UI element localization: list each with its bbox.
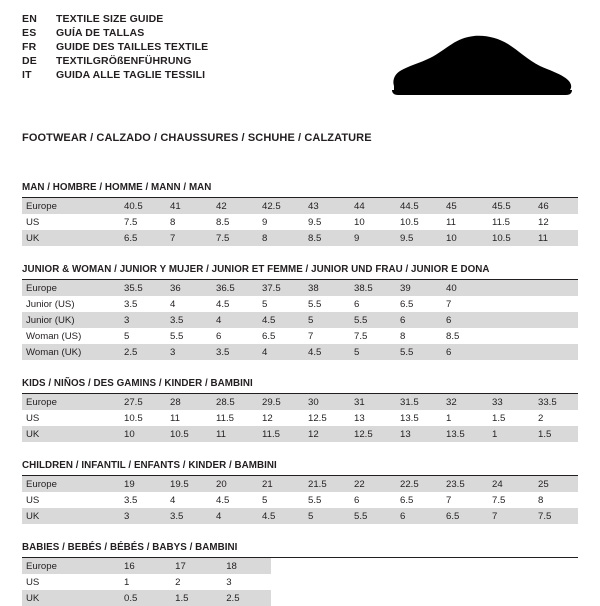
cell: 0.5 <box>118 590 169 606</box>
cell: 4 <box>170 494 176 506</box>
cell: 6 <box>394 508 440 524</box>
cell: 7 <box>446 494 452 506</box>
cell <box>374 590 425 606</box>
cell: 5 <box>262 494 268 506</box>
cell: 9 <box>348 230 394 246</box>
cell: 5.5 <box>394 344 440 360</box>
cell: 3.5 <box>124 494 138 506</box>
cell: 4 <box>210 508 256 524</box>
cell: 8 <box>256 230 302 246</box>
category-title: CHILDREN / INFANTIL / ENFANTS / KINDER / BAMBINI <box>22 460 578 476</box>
cell: 42.5 <box>256 198 302 214</box>
cell: 20 <box>210 476 256 492</box>
size-table-babies <box>22 558 578 606</box>
cell: 43 <box>302 198 348 214</box>
cell: 10 <box>354 216 365 228</box>
cell: 6.5 <box>262 330 276 342</box>
cell: 4 <box>256 344 302 360</box>
language-code: IT <box>22 69 32 81</box>
cell: 3 <box>118 508 164 524</box>
cell: 11.5 <box>492 216 510 228</box>
table-row <box>22 492 578 508</box>
table-row <box>22 198 578 214</box>
row-label: Europe <box>22 280 118 296</box>
cell <box>476 574 527 590</box>
cell: 7.5 <box>210 230 256 246</box>
cell: 10.5 <box>400 216 419 228</box>
cell: 7 <box>486 508 532 524</box>
cell: 29.5 <box>256 394 302 410</box>
language-row <box>22 28 208 42</box>
cell: 6 <box>440 344 486 360</box>
cell: 35.5 <box>118 280 164 296</box>
dress-shoe-icon <box>386 30 576 100</box>
cell: 25 <box>532 476 578 492</box>
cell: 3 <box>118 312 164 328</box>
cell: 9.5 <box>394 230 440 246</box>
cell: 21 <box>256 476 302 492</box>
cell: 33 <box>486 394 532 410</box>
cell: 6 <box>216 330 222 342</box>
cell <box>476 590 527 606</box>
cell <box>271 558 322 574</box>
cell: 11 <box>210 426 256 442</box>
language-title: GUIDE DES TAILLES TEXTILE <box>56 41 209 53</box>
row-label: Woman (US) <box>26 330 82 342</box>
table-row <box>22 558 578 574</box>
cell <box>532 280 578 296</box>
table-row <box>22 590 578 606</box>
cell: 1 <box>446 412 452 424</box>
cell: 21.5 <box>302 476 348 492</box>
table-row <box>22 426 578 442</box>
category-title: MAN / HOMBRE / HOMME / MANN / MAN <box>22 182 578 198</box>
cell <box>322 590 373 606</box>
cell: 13.5 <box>400 412 419 424</box>
cell: 9.5 <box>308 216 322 228</box>
cell: 3.5 <box>124 298 138 310</box>
cell: 36 <box>164 280 210 296</box>
cell: 1 <box>124 576 130 588</box>
row-label: US <box>26 576 40 588</box>
cell <box>532 344 578 360</box>
cell <box>374 558 425 574</box>
cell: 30 <box>302 394 348 410</box>
cell: 7 <box>308 330 314 342</box>
cell <box>527 574 578 590</box>
cell: 5.5 <box>348 508 394 524</box>
cell: 18 <box>220 558 271 574</box>
language-code: EN <box>22 13 37 25</box>
language-title: TEXTILE SIZE GUIDE <box>56 13 164 25</box>
cell <box>532 312 578 328</box>
cell: 32 <box>440 394 486 410</box>
cell: 13 <box>354 412 365 424</box>
cell: 5 <box>302 508 348 524</box>
table-row <box>22 476 578 492</box>
cell: 5 <box>302 312 348 328</box>
table-row <box>22 280 578 296</box>
size-table-kids <box>22 394 578 442</box>
size-table-man <box>22 198 578 246</box>
category-title: JUNIOR & WOMAN / JUNIOR Y MUJER / JUNIOR ET FEMME / JUNIOR UND FRAU / JUNIOR E DONA <box>22 264 578 280</box>
row-label: Europe <box>22 394 118 410</box>
cell: 6 <box>394 312 440 328</box>
cell: 12 <box>262 412 273 424</box>
cell: 4.5 <box>216 298 230 310</box>
cell: 37.5 <box>256 280 302 296</box>
language-title: TEXTILGRÖßENFÜHRUNG <box>56 55 192 67</box>
cell: 3.5 <box>210 344 256 360</box>
cell: 7.5 <box>354 330 368 342</box>
cell: 2 <box>175 576 181 588</box>
cell: 44.5 <box>394 198 440 214</box>
size-table-children <box>22 476 578 524</box>
cell <box>527 558 578 574</box>
cell: 11 <box>170 412 180 424</box>
language-row <box>22 56 208 70</box>
row-label: UK <box>22 590 118 606</box>
cell <box>532 328 578 344</box>
cell <box>486 312 532 328</box>
cell: 7 <box>446 298 452 310</box>
size-table-junior-woman <box>22 280 578 360</box>
cell: 6.5 <box>440 508 486 524</box>
cell <box>486 296 532 312</box>
cell: 4.5 <box>256 312 302 328</box>
language-title: GUÍA DE TALLAS <box>56 27 145 39</box>
cell: 6.5 <box>400 494 414 506</box>
cell: 7.5 <box>492 494 506 506</box>
category-junior-woman <box>22 264 578 360</box>
cell: 7.5 <box>124 216 138 228</box>
cell: 8 <box>400 330 406 342</box>
category-man <box>22 182 578 246</box>
cell: 40 <box>440 280 486 296</box>
row-label: Junior (UK) <box>22 312 118 328</box>
cell: 5.5 <box>348 312 394 328</box>
row-label: UK <box>22 508 118 524</box>
cell: 9 <box>262 216 268 228</box>
cell: 7 <box>164 230 210 246</box>
cell: 27.5 <box>118 394 164 410</box>
cell: 28 <box>164 394 210 410</box>
cell: 12 <box>302 426 348 442</box>
cell: 8.5 <box>302 230 348 246</box>
cell <box>271 574 322 590</box>
cell: 3 <box>226 576 232 588</box>
cell: 5 <box>348 344 394 360</box>
cell: 4.5 <box>302 344 348 360</box>
cell: 40.5 <box>118 198 164 214</box>
cell: 17 <box>169 558 220 574</box>
page-title: FOOTWEAR / CALZADO / CHAUSSURES / SCHUHE / CALZATURE <box>22 132 372 144</box>
language-row <box>22 70 208 84</box>
cell: 23.5 <box>440 476 486 492</box>
cell: 22 <box>348 476 394 492</box>
row-label: UK <box>22 230 118 246</box>
table-row <box>22 230 578 246</box>
cell: 6.5 <box>118 230 164 246</box>
cell: 28.5 <box>210 394 256 410</box>
row-label: US <box>26 412 40 424</box>
cell: 22.5 <box>394 476 440 492</box>
row-label: Europe <box>22 476 118 492</box>
cell: 8.5 <box>216 216 230 228</box>
cell: 4 <box>210 312 256 328</box>
cell: 1.5 <box>532 426 578 442</box>
cell: 4.5 <box>216 494 230 506</box>
cell: 11 <box>446 216 456 228</box>
cell: 39 <box>394 280 440 296</box>
table-row <box>22 394 578 410</box>
cell: 42 <box>210 198 256 214</box>
cell: 2 <box>538 412 544 424</box>
cell: 10.5 <box>164 426 210 442</box>
cell: 31 <box>348 394 394 410</box>
row-label: Europe <box>22 198 118 214</box>
row-label: US <box>26 216 40 228</box>
cell: 45 <box>440 198 486 214</box>
cell <box>527 590 578 606</box>
cell: 13 <box>394 426 440 442</box>
cell: 2.5 <box>220 590 271 606</box>
language-row <box>22 14 208 28</box>
cell: 11.5 <box>216 412 234 424</box>
table-row <box>22 574 578 590</box>
cell: 12.5 <box>308 412 327 424</box>
cell: 10.5 <box>124 412 143 424</box>
category-title: KIDS / NIÑOS / DES GAMINS / KINDER / BAMBINI <box>22 378 578 394</box>
table-row <box>22 508 578 524</box>
cell: 10 <box>440 230 486 246</box>
cell <box>425 590 476 606</box>
language-code: DE <box>22 55 37 67</box>
cell: 6 <box>440 312 486 328</box>
cell: 11 <box>532 230 578 246</box>
cell: 19 <box>118 476 164 492</box>
cell: 45.5 <box>486 198 532 214</box>
cell: 1.5 <box>169 590 220 606</box>
cell: 13.5 <box>440 426 486 442</box>
cell <box>374 574 425 590</box>
category-children <box>22 460 578 524</box>
document-header <box>22 14 578 118</box>
cell: 31.5 <box>394 394 440 410</box>
cell: 12.5 <box>348 426 394 442</box>
cell: 3 <box>164 344 210 360</box>
cell <box>486 280 532 296</box>
language-title: GUIDA ALLE TAGLIE TESSILI <box>56 69 206 81</box>
cell: 12 <box>538 216 549 228</box>
cell: 8 <box>538 494 544 506</box>
cell: 5.5 <box>170 330 184 342</box>
category-babies <box>22 542 578 606</box>
table-row <box>22 410 578 426</box>
cell <box>425 558 476 574</box>
cell: 6 <box>354 298 360 310</box>
cell: 6.5 <box>400 298 414 310</box>
table-row <box>22 328 578 344</box>
cell <box>486 328 532 344</box>
table-row <box>22 296 578 312</box>
row-label: US <box>26 494 40 506</box>
cell: 46 <box>532 198 578 214</box>
cell <box>322 574 373 590</box>
row-label: Europe <box>22 558 118 574</box>
cell: 10.5 <box>486 230 532 246</box>
cell: 33.5 <box>532 394 578 410</box>
cell: 24 <box>486 476 532 492</box>
language-row <box>22 42 208 56</box>
language-code: ES <box>22 27 37 39</box>
cell: 5.5 <box>308 494 322 506</box>
cell: 36.5 <box>210 280 256 296</box>
cell <box>476 558 527 574</box>
cell <box>532 296 578 312</box>
language-title-list <box>22 14 208 84</box>
category-title: BABIES / BEBÉS / BÉBÉS / BABYS / BAMBINI <box>22 542 578 558</box>
cell: 3.5 <box>164 312 210 328</box>
table-row <box>22 312 578 328</box>
cell <box>425 574 476 590</box>
language-code: FR <box>22 41 37 53</box>
row-label: Junior (US) <box>26 298 75 310</box>
cell: 1 <box>486 426 532 442</box>
table-row <box>22 344 578 360</box>
cell: 2.5 <box>118 344 164 360</box>
cell: 5.5 <box>308 298 322 310</box>
cell: 1.5 <box>492 412 506 424</box>
cell: 11.5 <box>256 426 302 442</box>
row-label: Woman (UK) <box>22 344 118 360</box>
row-label: UK <box>22 426 118 442</box>
cell: 16 <box>118 558 169 574</box>
cell: 10 <box>118 426 164 442</box>
cell <box>322 558 373 574</box>
category-kids <box>22 378 578 442</box>
cell: 8.5 <box>446 330 460 342</box>
cell: 6 <box>354 494 360 506</box>
cell: 5 <box>262 298 268 310</box>
table-row <box>22 214 578 230</box>
cell: 7.5 <box>532 508 578 524</box>
cell: 38 <box>302 280 348 296</box>
cell: 41 <box>164 198 210 214</box>
cell: 3.5 <box>164 508 210 524</box>
cell <box>271 590 322 606</box>
cell: 4.5 <box>256 508 302 524</box>
cell <box>486 344 532 360</box>
cell: 44 <box>348 198 394 214</box>
cell: 38.5 <box>348 280 394 296</box>
cell: 5 <box>124 330 130 342</box>
cell: 4 <box>170 298 176 310</box>
cell: 19.5 <box>164 476 210 492</box>
cell: 8 <box>170 216 176 228</box>
